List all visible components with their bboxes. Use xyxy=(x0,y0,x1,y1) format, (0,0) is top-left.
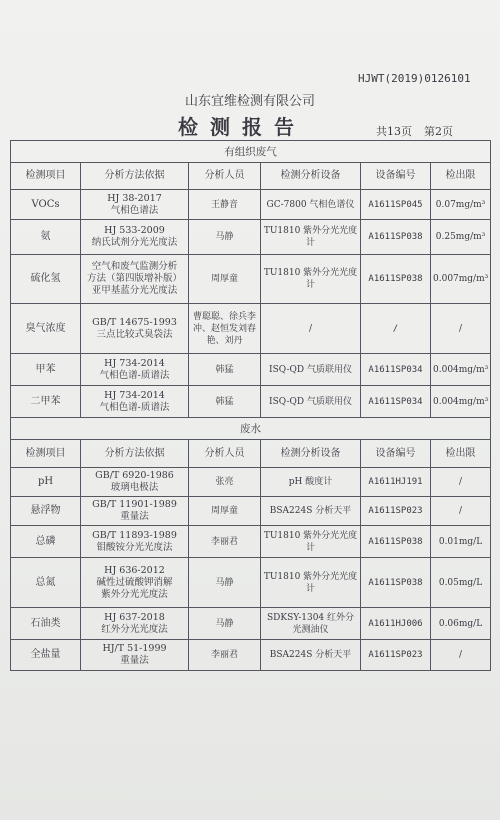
column-header: 分析人员 xyxy=(189,163,261,190)
method-line: 气相色谱-质谱法 xyxy=(99,369,170,381)
analyst: 韩猛 xyxy=(189,386,261,418)
test-item: pH xyxy=(11,468,81,497)
test-item: 臭气浓度 xyxy=(11,304,81,354)
method-line: HJ 734-2014 xyxy=(104,357,165,369)
method-line: HJ 636-2012 xyxy=(104,564,165,576)
analyst: 曹聪聪、徐兵李冲、赵恒发刘春艳、刘丹 xyxy=(189,304,261,354)
method-line: 方法（第四版增补版） xyxy=(86,273,182,284)
column-header: 设备编号 xyxy=(361,163,431,190)
equipment: BSA224S 分析天平 xyxy=(261,497,361,526)
equipment: BSA224S 分析天平 xyxy=(261,640,361,671)
detection-limit: / xyxy=(431,640,491,671)
results-table xyxy=(10,140,491,671)
method-line: 亚甲基蓝分光光度法 xyxy=(91,285,178,296)
method-line: HJ 734-2014 xyxy=(104,389,165,401)
analyst: 李丽君 xyxy=(189,526,261,558)
detection-limit: / xyxy=(431,468,491,497)
equipment: pH 酸度计 xyxy=(261,468,361,497)
column-header: 分析方法依据 xyxy=(81,163,189,190)
test-item: 硫化氢 xyxy=(11,255,81,304)
device-number: A1611SP038 xyxy=(361,526,431,558)
column-header: 检出限 xyxy=(431,440,491,468)
method-line: 气相色谱-质谱法 xyxy=(99,401,170,413)
analysis-method xyxy=(81,640,189,671)
analyst: 王静音 xyxy=(189,190,261,220)
device-number: A1611SP038 xyxy=(361,255,431,304)
test-item: 二甲苯 xyxy=(11,386,81,418)
device-number: A1611SP034 xyxy=(361,386,431,418)
table-row xyxy=(11,608,491,640)
analysis-method xyxy=(81,386,189,418)
device-number: / xyxy=(361,304,431,354)
table-row xyxy=(11,255,491,304)
test-item: 全盐量 xyxy=(11,640,81,671)
analysis-method xyxy=(81,255,189,304)
section-title: 废水 xyxy=(11,418,491,440)
detection-limit: / xyxy=(431,497,491,526)
detection-limit: 0.004mg/m³ xyxy=(431,386,491,418)
device-number: A1611SP023 xyxy=(361,497,431,526)
method-line: HJ 533-2009 xyxy=(104,225,165,236)
table-row xyxy=(11,354,491,386)
method-line: HJ 38-2017 xyxy=(107,192,162,204)
detection-limit: / xyxy=(431,304,491,354)
table-row xyxy=(11,190,491,220)
method-line: 玻璃电极法 xyxy=(110,482,159,493)
test-item: 甲苯 xyxy=(11,354,81,386)
device-number: A1611HJ006 xyxy=(361,608,431,640)
column-header-row xyxy=(11,440,491,468)
method-line: 空气和废气监测分析 xyxy=(91,261,178,272)
method-line: 重量法 xyxy=(120,655,149,666)
analyst: 周厚童 xyxy=(189,255,261,304)
equipment: ISQ-QD 气质联用仪 xyxy=(261,386,361,418)
method-line: 纳氏试剂分光光度法 xyxy=(91,237,178,248)
column-header: 检测项目 xyxy=(11,440,81,468)
table-row xyxy=(11,220,491,255)
analysis-method xyxy=(81,468,189,497)
table-row xyxy=(11,497,491,526)
method-line: GB/T 14675-1993 xyxy=(92,316,177,328)
column-header: 检出限 xyxy=(431,163,491,190)
total-pages: 共13页 xyxy=(376,125,412,138)
report-title: 检测报告 xyxy=(178,115,306,139)
detection-limit: 0.06mg/L xyxy=(431,608,491,640)
method-line: HJ 637-2018 xyxy=(104,611,165,623)
table-row xyxy=(11,640,491,671)
analyst: 李丽君 xyxy=(189,640,261,671)
table-row xyxy=(11,386,491,418)
analyst: 周厚童 xyxy=(189,497,261,526)
test-item: 总氮 xyxy=(11,558,81,608)
analyst: 马静 xyxy=(189,220,261,255)
method-line: GB/T 11901-1989 xyxy=(92,499,177,510)
report-number: HJWT(2019)0126101 xyxy=(358,72,471,85)
device-number: A1611SP045 xyxy=(361,190,431,220)
column-header: 检测分析设备 xyxy=(261,440,361,468)
section-header-row xyxy=(11,141,491,163)
analysis-method xyxy=(81,190,189,220)
section-header-row xyxy=(11,418,491,440)
table-row xyxy=(11,526,491,558)
detection-limit: 0.007mg/m³ xyxy=(431,255,491,304)
analysis-method xyxy=(81,608,189,640)
detection-limit: 0.004mg/m³ xyxy=(431,354,491,386)
method-line: 红外分光光度法 xyxy=(101,623,168,635)
analysis-method xyxy=(81,526,189,558)
method-line: 紫外分光光度法 xyxy=(101,588,168,600)
test-item: 总磷 xyxy=(11,526,81,558)
table-row xyxy=(11,468,491,497)
test-item: 氨 xyxy=(11,220,81,255)
section-title: 有组织废气 xyxy=(11,141,491,163)
method-line: 气相色谱法 xyxy=(110,204,159,216)
method-line: HJ/T 51-1999 xyxy=(102,643,167,654)
test-item: 石油类 xyxy=(11,608,81,640)
equipment: TU1810 紫外分光光度计 xyxy=(261,526,361,558)
analyst: 马静 xyxy=(189,558,261,608)
test-item: 悬浮物 xyxy=(11,497,81,526)
detection-limit: 0.25mg/m³ xyxy=(431,220,491,255)
analysis-method xyxy=(81,558,189,608)
device-number: A1611SP023 xyxy=(361,640,431,671)
method-line: GB/T 11893-1989 xyxy=(92,529,177,541)
column-header: 检测分析设备 xyxy=(261,163,361,190)
current-page: 第2页 xyxy=(424,125,453,138)
method-line: 重量法 xyxy=(120,511,149,522)
equipment: TU1810 紫外分光光度计 xyxy=(261,255,361,304)
page-info xyxy=(376,123,453,139)
equipment: SDKSY-1304 红外分光测油仪 xyxy=(261,608,361,640)
test-item: VOCs xyxy=(11,190,81,220)
analysis-method xyxy=(81,497,189,526)
equipment: TU1810 紫外分光光度计 xyxy=(261,558,361,608)
method-line: 钼酸铵分光光度法 xyxy=(96,541,173,553)
device-number: A1611HJ191 xyxy=(361,468,431,497)
analyst: 韩猛 xyxy=(189,354,261,386)
method-line: 碱性过硫酸钾消解 xyxy=(96,576,173,588)
equipment: TU1810 紫外分光光度计 xyxy=(261,220,361,255)
method-line: 三点比较式臭袋法 xyxy=(96,328,173,340)
company-name: 山东宜维检测有限公司 xyxy=(184,94,315,109)
equipment: / xyxy=(261,304,361,354)
column-header: 分析人员 xyxy=(189,440,261,468)
column-header-row xyxy=(11,163,491,190)
equipment: GC-7800 气相色谱仪 xyxy=(261,190,361,220)
analysis-method xyxy=(81,220,189,255)
table-row xyxy=(11,304,491,354)
column-header: 分析方法依据 xyxy=(81,440,189,468)
analyst: 张亮 xyxy=(189,468,261,497)
analyst: 马静 xyxy=(189,608,261,640)
device-number: A1611SP038 xyxy=(361,558,431,608)
analysis-method xyxy=(81,354,189,386)
table-row xyxy=(11,558,491,608)
column-header: 检测项目 xyxy=(11,163,81,190)
detection-limit: 0.01mg/L xyxy=(431,526,491,558)
equipment: ISQ-QD 气质联用仪 xyxy=(261,354,361,386)
analysis-method xyxy=(81,304,189,354)
detection-limit: 0.07mg/m³ xyxy=(431,190,491,220)
device-number: A1611SP034 xyxy=(361,354,431,386)
method-line: GB/T 6920-1986 xyxy=(95,470,174,481)
device-number: A1611SP038 xyxy=(361,220,431,255)
detection-limit: 0.05mg/L xyxy=(431,558,491,608)
column-header: 设备编号 xyxy=(361,440,431,468)
